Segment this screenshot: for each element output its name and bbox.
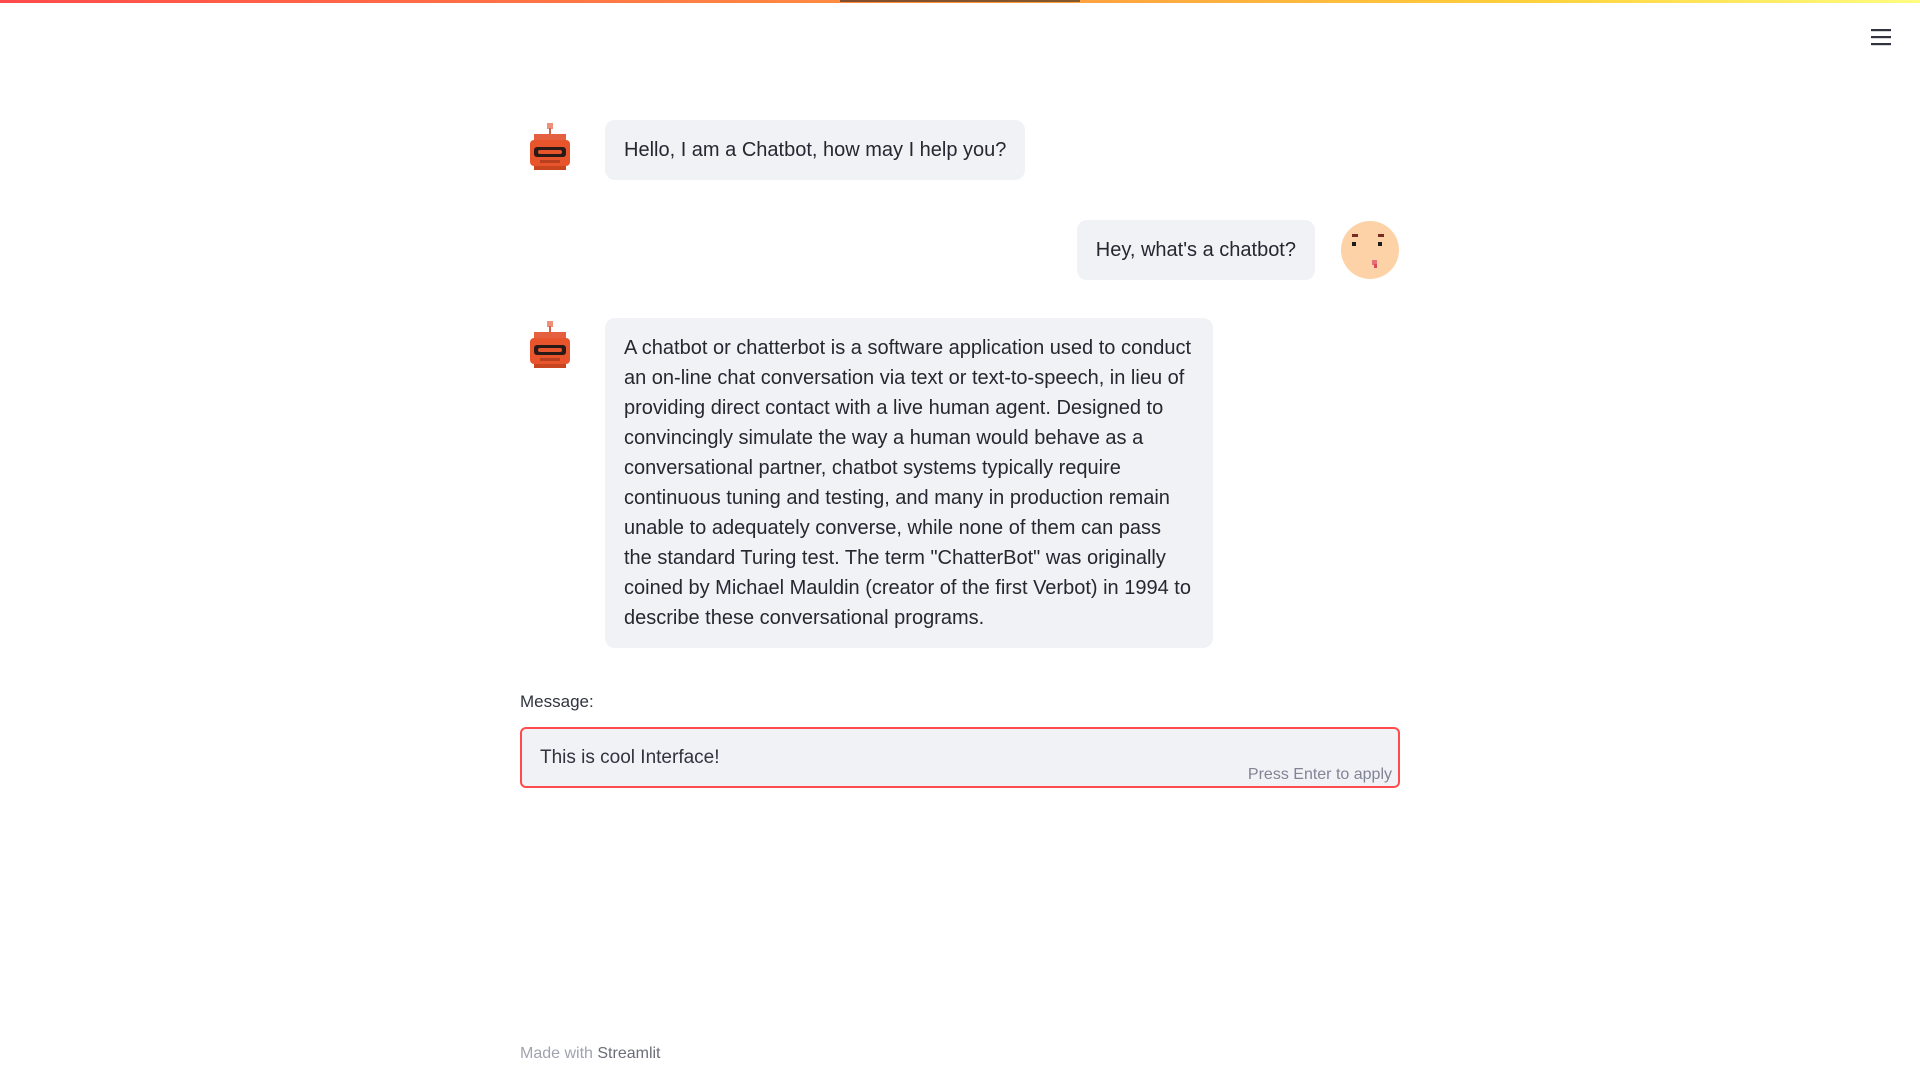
robot-avatar-icon: [520, 120, 580, 180]
main-menu-button[interactable]: [1866, 22, 1896, 52]
chat-main: [520, 0, 1400, 1080]
chat-message-bot: [520, 120, 1400, 180]
robot-avatar-icon: [520, 318, 580, 378]
message-input[interactable]: [540, 729, 1240, 786]
footer: [520, 1045, 661, 1063]
chat-message-bot: [520, 318, 1400, 648]
chat-message-user: [520, 220, 1400, 280]
message-input-container[interactable]: [520, 727, 1400, 788]
message-input-label: Message:: [520, 692, 594, 711]
message-bubble: Hello, I am a Chatbot, how may I help you?: [605, 120, 1025, 180]
user-avatar-icon: [1340, 220, 1400, 280]
message-bubble: Hey, what's a chatbot?: [1077, 220, 1315, 280]
message-bubble: A chatbot or chatterbot is a software application used to conduct an on-line chat conversation via text or text-to-speech, in lieu of providing direct contact with a live human agent. Designed to convincingly simulate the way a human would behave as a conversational partner, chatbot systems typically require continuous tuning and testing, and many in production remain unable to adequately converse, while none of them can pass the standard Turing test. The term "ChatterBot" was originally coined by Michael Mauldin (creator of the first Verbot) in 1994 to describe these conversational programs.: [605, 318, 1213, 648]
footer-brand-link[interactable]: Streamlit: [597, 1045, 661, 1062]
hamburger-icon: [1871, 28, 1891, 46]
input-hint: Press Enter to apply: [1247, 766, 1392, 783]
footer-prefix: Made with: [520, 1045, 593, 1062]
